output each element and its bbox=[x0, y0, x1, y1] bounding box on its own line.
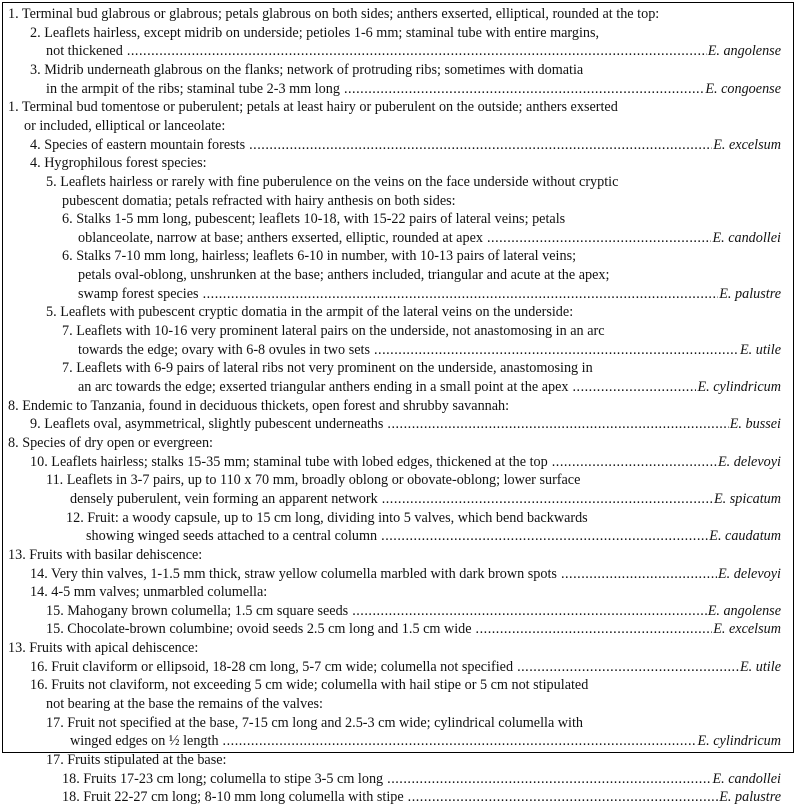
key-line-text: 15. Chocolate-brown columbine; ovoid seeds 2.5 cm long and 1.5 cm wide bbox=[46, 621, 472, 638]
key-line-with-species bbox=[0, 565, 799, 584]
dot-leader bbox=[487, 229, 711, 248]
species-name: E. spicatum bbox=[714, 490, 781, 507]
key-line: 14. 4-5 mm valves; unmarbled columella: bbox=[30, 584, 268, 601]
species-name: E. angolense bbox=[707, 43, 781, 60]
key-line: 3. Midrib underneath glabrous on the flanks; network of protruding ribs; sometimes with domatia bbox=[30, 61, 584, 78]
species-name: E. cylindricum bbox=[697, 733, 781, 750]
species-name: E. cylindricum bbox=[697, 379, 781, 395]
dot-leader bbox=[408, 788, 719, 807]
dot-leader bbox=[387, 770, 711, 789]
key-line-with-species bbox=[0, 42, 799, 61]
key-line: 16. Fruits not claviform, not exceeding 5 cm wide; columella with hail stipe or 5 cm not stipulated bbox=[30, 677, 589, 694]
dot-leader bbox=[572, 378, 696, 397]
key-line: or included, elliptical or lanceolate: bbox=[24, 117, 226, 134]
species-name: E. palustre bbox=[719, 285, 781, 302]
dot-leader bbox=[561, 565, 717, 584]
species-name: E. caudatum bbox=[709, 528, 781, 545]
key-line: 12. Fruit: a woody capsule, up to 15 cm long, dividing into 5 valves, which bend backwards bbox=[66, 509, 588, 526]
dot-leader bbox=[382, 490, 713, 509]
key-line-text: densely puberulent, vein forming an apparent network bbox=[70, 490, 378, 507]
key-line: 5. Leaflets hairless or rarely with fine puberulence on the veins on the face underside without cryptic bbox=[46, 173, 619, 190]
key-line-with-species bbox=[0, 285, 799, 304]
key-line-with-species bbox=[0, 658, 799, 677]
key-line: 8. Species of dry open or evergreen: bbox=[8, 434, 213, 451]
dot-leader bbox=[127, 42, 707, 61]
key-line: not bearing at the base the remains of the valves: bbox=[46, 696, 323, 713]
dot-leader bbox=[249, 136, 712, 155]
key-line: 6. Stalks 1-5 mm long, pubescent; leaflets 10-18, with 15-22 pairs of lateral veins; petals bbox=[62, 211, 566, 228]
dot-leader bbox=[476, 620, 713, 639]
key-line-with-species bbox=[0, 341, 799, 360]
dot-leader bbox=[381, 527, 708, 546]
species-name: E. delevoyi bbox=[717, 453, 781, 470]
dot-leader bbox=[374, 341, 739, 360]
dot-leader bbox=[203, 285, 719, 304]
key-line-text: 16. Fruit claviform or ellipsoid, 18-28 cm long, 5-7 cm wide; columella not specified bbox=[30, 658, 514, 675]
key-line: 7. Leaflets with 6-9 pairs of lateral ribs not very prominent on the underside, anastomosing in bbox=[62, 360, 593, 377]
dot-leader bbox=[344, 80, 704, 99]
key-line: 1. Terminal bud glabrous or glabrous; petals glabrous on both sides; anthers exserted, elliptical, rounded at the top: bbox=[8, 6, 660, 22]
key-line-with-species bbox=[0, 229, 799, 248]
key-line-with-species bbox=[0, 136, 799, 155]
species-name: E. utile bbox=[740, 341, 781, 358]
key-line: 7. Leaflets with 10-16 very prominent lateral pairs on the underside, not anastomosing in an arc bbox=[62, 323, 605, 340]
key-line: 11. Leaflets in 3-7 pairs, up to 110 x 70 mm, broadly oblong or obovate-oblong; lower surface bbox=[46, 472, 581, 489]
key-line: 8. Endemic to Tanzania, found in deciduous thickets, open forest and shrubby savannah: bbox=[8, 397, 510, 414]
key-line-text: an arc towards the edge; exserted triangular anthers ending in a small point at the apex bbox=[78, 379, 569, 395]
key-line: pubescent domatia; petals refracted with hairy anthesis on both sides: bbox=[62, 192, 456, 209]
dot-leader bbox=[387, 415, 728, 434]
key-line: 4. Hygrophilous forest species: bbox=[30, 155, 207, 172]
key-line: 2. Leaflets hairless, except midrib on underside; petioles 1-6 mm; staminal tube with entire margins, bbox=[30, 24, 600, 41]
key-line-text: 15. Mahogany brown columella; 1.5 cm square seeds bbox=[46, 602, 349, 619]
key-line-text: 14. Very thin valves, 1-1.5 mm thick, straw yellow columella marbled with dark brown spots bbox=[30, 565, 557, 582]
key-line-text: 18. Fruit 22-27 cm long; 8-10 mm long columella with stipe bbox=[62, 789, 404, 806]
species-name: E. congoense bbox=[705, 80, 781, 97]
key-line-text: in the armpit of the ribs; staminal tube 2-3 mm long bbox=[46, 80, 340, 97]
key-line-text: oblanceolate, narrow at base; anthers exserted, elliptic, rounded at apex bbox=[78, 229, 483, 246]
key-line-with-species bbox=[0, 770, 799, 789]
key-line-text: 18. Fruits 17-23 cm long; columella to stipe 3-5 cm long bbox=[62, 770, 384, 787]
key-line-with-species bbox=[0, 788, 799, 807]
key-line-with-species bbox=[0, 490, 799, 509]
key-line: 17. Fruits stipulated at the base: bbox=[46, 752, 227, 768]
key-line: 13. Fruits with apical dehiscence: bbox=[8, 640, 199, 657]
key-line-with-species bbox=[0, 80, 799, 99]
dot-leader bbox=[517, 658, 739, 677]
key-line: 5. Leaflets with pubescent cryptic domatia in the armpit of the lateral veins on the underside: bbox=[46, 304, 574, 321]
key-line: petals oval-oblong, unshrunken at the base; anthers included, triangular and acute at the apex; bbox=[78, 267, 610, 284]
key-line-with-species bbox=[0, 453, 799, 472]
key-line-with-species bbox=[0, 415, 799, 434]
key-line: 6. Stalks 7-10 mm long, hairless; leaflets 6-10 in number, with 10-13 pairs of lateral veins; bbox=[62, 248, 577, 265]
key-line-text: showing winged seeds attached to a central column bbox=[86, 528, 378, 545]
species-name: E. excelsum bbox=[713, 621, 781, 638]
key-line-text: 10. Leaflets hairless; stalks 15-35 mm; staminal tube with lobed edges, thickened at the top bbox=[30, 453, 548, 470]
species-name: E. delevoyi bbox=[717, 565, 781, 582]
dot-leader bbox=[352, 602, 707, 621]
dot-leader bbox=[223, 732, 697, 751]
key-line-with-species bbox=[0, 378, 799, 397]
species-name: E. candollei bbox=[712, 770, 781, 787]
key-line-with-species bbox=[0, 602, 799, 621]
key-line-text: 4. Species of eastern mountain forests bbox=[30, 136, 246, 153]
dot-leader bbox=[552, 453, 717, 472]
key-line-text: 9. Leaflets oval, asymmetrical, slightly pubescent underneaths bbox=[30, 416, 384, 433]
species-name: E. angolense bbox=[707, 602, 781, 619]
species-name: E. candollei bbox=[712, 229, 781, 246]
key-line: 1. Terminal bud tomentose or puberulent; petals at least hairy or puberulent on the outside; anthers exserted bbox=[8, 99, 618, 116]
key-line-text: swamp forest species bbox=[78, 285, 199, 302]
key-line: 17. Fruit not specified at the base, 7-15 cm long and 2.5-3 cm wide; cylindrical columella with bbox=[46, 714, 584, 731]
species-name: E. palustre bbox=[719, 789, 781, 806]
key-line-text: not thickened bbox=[46, 43, 123, 60]
species-name: E. bussei bbox=[729, 416, 781, 433]
key-line-text: towards the edge; ovary with 6-8 ovules in two sets bbox=[78, 341, 370, 358]
species-name: E. utile bbox=[740, 658, 781, 675]
key-line-with-species bbox=[0, 620, 799, 639]
key-line: 13. Fruits with basilar dehiscence: bbox=[8, 546, 203, 563]
species-name: E. excelsum bbox=[713, 136, 781, 153]
key-line-with-species bbox=[0, 527, 799, 546]
key-line-text: winged edges on ½ length bbox=[70, 733, 219, 750]
key-line-with-species bbox=[0, 732, 799, 751]
